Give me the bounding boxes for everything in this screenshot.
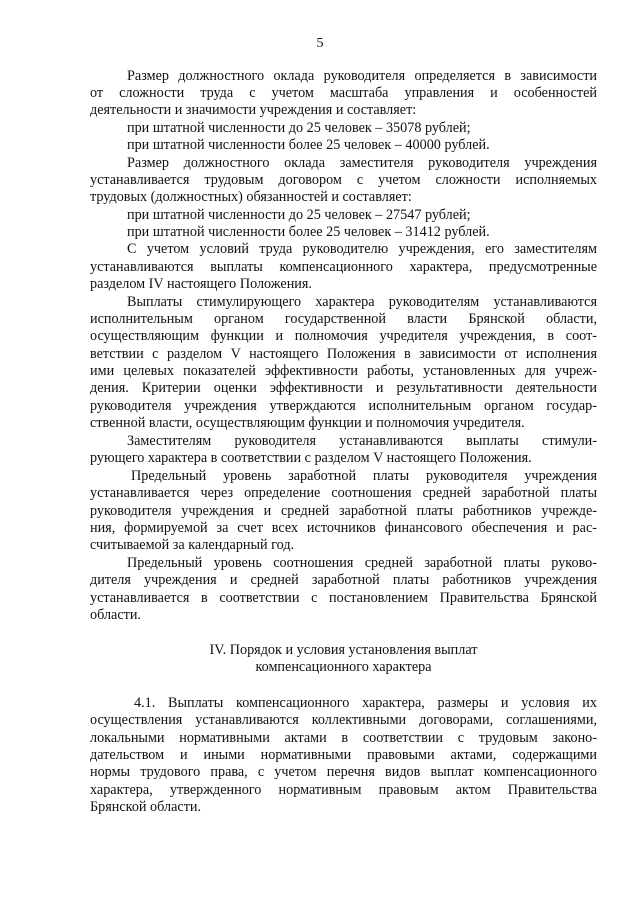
text-line: ния, формируемой за счет всех источников финансового обеспечения и рас- — [90, 520, 597, 536]
text-line: дения. Критерии оценки эффективности и результативности деятельности — [90, 380, 597, 396]
text-line: устанавливается в соответствии с постановлением Правительства Брянской — [90, 590, 597, 606]
text-line: рующего характера в соответствии с разделом V настоящего Положения. — [90, 450, 532, 466]
text-line: локальными нормативными актами в соответствии с трудовым законо- — [90, 730, 597, 746]
text-line: ственной власти, осуществляющим функции и полномочия учредителя. — [90, 415, 525, 431]
text-line: при штатной численности более 25 человек – 31412 рублей. — [127, 224, 490, 240]
text-line: устанавливается трудовым договором с учетом сложности исполняемых — [90, 172, 597, 188]
text-line: руководителя учреждения и средней заработной платы работников учрежде- — [90, 503, 597, 519]
text-line: трудовых (должностных) обязанностей и составляет: — [90, 189, 412, 205]
text-line: Брянской области. — [90, 799, 202, 815]
text-line: Предельный уровень соотношения средней заработной платы руково- — [127, 555, 597, 571]
text-line: исполнительным органом государственной власти Брянской области, — [90, 311, 597, 327]
text-line: области. — [90, 607, 141, 623]
page-number: 5 — [316, 36, 324, 51]
text-line: С учетом условий труда руководителю учреждения, его заместителям — [127, 241, 597, 257]
text-line: устанавливается через определение соотношения средней заработной платы — [90, 485, 597, 501]
text-line: разделом IV настоящего Положения. — [90, 276, 312, 292]
text-line: осуществления устанавливаются коллективными договорами, соглашениями, — [90, 712, 597, 728]
section-heading-line: компенсационного характера — [255, 659, 432, 675]
text-line: характера, утвержденного нормативным правовым актом Правительства — [90, 782, 597, 798]
text-line: при штатной численности до 25 человек – 35078 рублей; — [127, 120, 471, 136]
section-heading-line: IV. Порядок и условия установления выплат — [209, 642, 478, 658]
text-line: руководителя учреждения утверждаются исполнительным органом государ- — [90, 398, 597, 414]
text-line: ими целевых показателей эффективности работы, установленных для учреж- — [90, 363, 597, 379]
text-line: устанавливаются выплаты компенсационного характера, предусмотренные — [90, 259, 597, 275]
text-line: при штатной численности более 25 человек – 40000 рублей. — [127, 137, 490, 153]
text-line: Заместителям руководителя устанавливаются выплаты стимули- — [127, 433, 597, 449]
text-line: ветствии с разделом V настоящего Положения в зависимости от исполнения — [90, 346, 597, 362]
text-line: Выплаты стимулирующего характера руководителям устанавливаются — [127, 294, 597, 310]
text-line: при штатной численности до 25 человек – 27547 рублей; — [127, 207, 471, 223]
text-line: Размер должностного оклада заместителя руководителя учреждения — [127, 155, 597, 171]
text-line: Предельный уровень заработной платы руководителя учреждения — [131, 468, 597, 484]
text-line: дителя учреждения и средней заработной платы работников учреждения — [90, 572, 597, 588]
text-line: осуществляющим функции и полномочия учредителя учреждения, в соот- — [90, 328, 597, 344]
text-line: Размер должностного оклада руководителя определяется в зависимости — [127, 68, 597, 84]
text-line: от сложности труда с учетом масштаба управления и особенностей — [90, 85, 597, 101]
text-line: дательством и иными нормативными правовыми актами, содержащими — [90, 747, 597, 763]
text-line: нормы трудового права, с учетом перечня видов выплат компенсационного — [90, 764, 597, 780]
text-line: считываемой за календарный год. — [90, 537, 295, 553]
text-line: 4.1. Выплаты компенсационного характера, размеры и условия их — [134, 695, 597, 711]
text-line: деятельности и значимости учреждения и составляет: — [90, 102, 417, 118]
